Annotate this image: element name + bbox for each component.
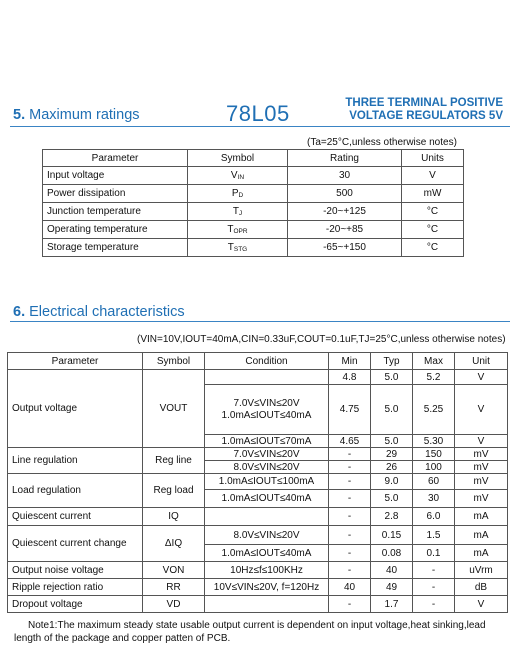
symbol-cell bbox=[188, 167, 288, 185]
unit-cell: mV bbox=[455, 490, 508, 508]
max-cell: 5.30 bbox=[413, 435, 455, 448]
electrical-header-row bbox=[8, 353, 508, 370]
symbol-cell bbox=[188, 221, 288, 239]
section-6-number: 6. bbox=[13, 304, 26, 320]
symbol-sub: STG bbox=[233, 246, 248, 253]
section-5-number: 5. bbox=[13, 107, 26, 123]
parameter-cell: Junction temperature bbox=[43, 203, 188, 221]
typ-cell: 5.0 bbox=[371, 385, 413, 435]
units-cell: °C bbox=[402, 221, 464, 239]
max-cell: - bbox=[413, 579, 455, 596]
symbol-sub: IN bbox=[237, 174, 245, 181]
condition-cell bbox=[205, 508, 329, 526]
unit-cell: mA bbox=[455, 526, 508, 545]
table-row bbox=[43, 203, 464, 221]
units-cell: mW bbox=[402, 185, 464, 203]
table-row bbox=[43, 185, 464, 203]
header-parameter: Parameter bbox=[8, 353, 143, 370]
condition-cell bbox=[205, 596, 329, 613]
table-row bbox=[8, 508, 508, 526]
parameter-cell: Power dissipation bbox=[43, 185, 188, 203]
min-cell: 40 bbox=[329, 579, 371, 596]
parameter-cell: Output voltage bbox=[8, 370, 143, 448]
typ-cell: 5.0 bbox=[371, 490, 413, 508]
max-cell: 30 bbox=[413, 490, 455, 508]
parameter-cell: Quiescent current bbox=[8, 508, 143, 526]
unit-cell: mV bbox=[455, 461, 508, 474]
min-cell: - bbox=[329, 448, 371, 461]
max-cell: 150 bbox=[413, 448, 455, 461]
table-row bbox=[8, 526, 508, 545]
table-row bbox=[8, 579, 508, 596]
min-cell: 4.65 bbox=[329, 435, 371, 448]
min-cell: 4.8 bbox=[329, 370, 371, 385]
section-6-label: Electrical characteristics bbox=[29, 304, 185, 320]
header-max: Max bbox=[413, 353, 455, 370]
table-row bbox=[8, 562, 508, 579]
header-parameter: Parameter bbox=[43, 150, 188, 167]
typ-cell: 5.0 bbox=[371, 435, 413, 448]
product-brand bbox=[283, 97, 503, 123]
unit-cell: V bbox=[455, 385, 508, 435]
parameter-cell: Quiescent current change bbox=[8, 526, 143, 562]
symbol-main: V bbox=[230, 170, 238, 181]
symbol-cell: VOUT bbox=[143, 370, 205, 448]
typ-cell: 2.8 bbox=[371, 508, 413, 526]
typ-cell: 0.08 bbox=[371, 545, 413, 562]
symbol-cell bbox=[188, 203, 288, 221]
header-typ: Typ bbox=[371, 353, 413, 370]
condition-cell: 1.0mA≤IOUT≤40mA bbox=[205, 490, 329, 508]
table-row bbox=[8, 448, 508, 461]
typ-cell: 9.0 bbox=[371, 474, 413, 490]
unit-cell: dB bbox=[455, 579, 508, 596]
table-row bbox=[43, 221, 464, 239]
condition-line-2: 1.0mA≤IOUT≤40mA bbox=[221, 409, 312, 421]
units-cell: °C bbox=[402, 203, 464, 221]
table-row bbox=[43, 167, 464, 185]
rating-cell: -65~+150 bbox=[288, 239, 402, 257]
parameter-cell: Operating temperature bbox=[43, 221, 188, 239]
units-cell: V bbox=[402, 167, 464, 185]
symbol-cell: Reg load bbox=[143, 474, 205, 508]
table-row bbox=[8, 474, 508, 490]
max-ratings-table bbox=[42, 149, 464, 257]
header-unit: Unit bbox=[455, 353, 508, 370]
electrical-table bbox=[7, 352, 508, 613]
header-min: Min bbox=[329, 353, 371, 370]
condition-cell: 1.0mA≤IOUT≤100mA bbox=[205, 474, 329, 490]
unit-cell: mA bbox=[455, 545, 508, 562]
min-cell: - bbox=[329, 562, 371, 579]
symbol-cell: VD bbox=[143, 596, 205, 613]
max-cell: 6.0 bbox=[413, 508, 455, 526]
unit-cell: V bbox=[455, 596, 508, 613]
unit-cell: mA bbox=[455, 508, 508, 526]
table-row bbox=[8, 596, 508, 613]
parameter-cell: Storage temperature bbox=[43, 239, 188, 257]
units-cell: °C bbox=[402, 239, 464, 257]
header-units: Units bbox=[402, 150, 464, 167]
max-ratings-header-row bbox=[43, 150, 464, 167]
parameter-cell: Load regulation bbox=[8, 474, 143, 508]
symbol-cell: ΔIQ bbox=[143, 526, 205, 562]
min-cell: - bbox=[329, 490, 371, 508]
header-symbol: Symbol bbox=[188, 150, 288, 167]
max-cell: 0.1 bbox=[413, 545, 455, 562]
symbol-cell: Reg line bbox=[143, 448, 205, 474]
max-cell: 5.25 bbox=[413, 385, 455, 435]
unit-cell: V bbox=[455, 370, 508, 385]
part-number: 78L05 bbox=[226, 101, 290, 126]
brand-line-2: VOLTAGE REGULATORS 5V bbox=[349, 110, 503, 122]
section-5-label: Maximum ratings bbox=[29, 107, 140, 123]
max-cell: 1.5 bbox=[413, 526, 455, 545]
parameter-cell: Ripple rejection ratio bbox=[8, 579, 143, 596]
section-5-title bbox=[13, 107, 140, 123]
rating-cell: 500 bbox=[288, 185, 402, 203]
table-row bbox=[43, 239, 464, 257]
condition-cell: 7.0V≤VIN≤20V bbox=[205, 448, 329, 461]
section-6-title bbox=[13, 304, 185, 320]
condition-cell: 10Hz≤f≤100KHz bbox=[205, 562, 329, 579]
condition-cell: 1.0mA≤IOUT≤40mA bbox=[205, 545, 329, 562]
parameter-cell: Line regulation bbox=[8, 448, 143, 474]
rating-cell: -20~+125 bbox=[288, 203, 402, 221]
table-row bbox=[8, 370, 508, 385]
unit-cell: uVrm bbox=[455, 562, 508, 579]
typ-cell: 5.0 bbox=[371, 370, 413, 385]
max-cell: 5.2 bbox=[413, 370, 455, 385]
min-cell: - bbox=[329, 508, 371, 526]
section-6-rule bbox=[10, 321, 510, 322]
symbol-main: T bbox=[227, 242, 234, 253]
header-rating: Rating bbox=[288, 150, 402, 167]
rating-cell: -20~+85 bbox=[288, 221, 402, 239]
parameter-cell: Dropout voltage bbox=[8, 596, 143, 613]
symbol-cell: RR bbox=[143, 579, 205, 596]
condition-cell: 10V≤VIN≤20V, f=120Hz bbox=[205, 579, 329, 596]
max-cell: 60 bbox=[413, 474, 455, 490]
parameter-cell: Output noise voltage bbox=[8, 562, 143, 579]
typ-cell: 40 bbox=[371, 562, 413, 579]
symbol-main: P bbox=[231, 188, 239, 199]
unit-cell: mV bbox=[455, 448, 508, 461]
typ-cell: 1.7 bbox=[371, 596, 413, 613]
max-cell: - bbox=[413, 596, 455, 613]
symbol-cell bbox=[188, 239, 288, 257]
symbol-cell: VON bbox=[143, 562, 205, 579]
min-cell: - bbox=[329, 596, 371, 613]
rating-cell: 30 bbox=[288, 167, 402, 185]
symbol-sub: J bbox=[238, 210, 243, 217]
min-cell: - bbox=[329, 545, 371, 562]
condition-cell bbox=[205, 370, 329, 385]
condition-cell: 8.0V≤VIN≤20V bbox=[205, 526, 329, 545]
typ-cell: 49 bbox=[371, 579, 413, 596]
symbol-sub: OPR bbox=[233, 228, 248, 235]
symbol-main: T bbox=[232, 206, 239, 217]
condition-line-1: 7.0V≤VIN≤20V bbox=[233, 397, 300, 409]
min-cell: 4.75 bbox=[329, 385, 371, 435]
unit-cell: mV bbox=[455, 474, 508, 490]
unit-cell: V bbox=[455, 435, 508, 448]
symbol-main: T bbox=[227, 224, 234, 235]
header-condition: Condition bbox=[205, 353, 329, 370]
section-5-rule bbox=[10, 126, 510, 127]
condition-cell: 1.0mA≤IOUT≤70mA bbox=[205, 435, 329, 448]
max-cell: 100 bbox=[413, 461, 455, 474]
condition-cell bbox=[205, 385, 329, 435]
min-cell: - bbox=[329, 474, 371, 490]
footnote: Note1:The maximum steady state usable output current is dependent on input voltage,heat sinking,lead length of the package and copper patten of PCB. bbox=[14, 620, 486, 644]
typ-cell: 26 bbox=[371, 461, 413, 474]
max-ratings-note: (Ta=25°C,unless otherwise notes) bbox=[307, 137, 457, 148]
min-cell: - bbox=[329, 461, 371, 474]
parameter-cell: Input voltage bbox=[43, 167, 188, 185]
symbol-cell bbox=[188, 185, 288, 203]
typ-cell: 29 bbox=[371, 448, 413, 461]
condition-cell: 8.0V≤VIN≤20V bbox=[205, 461, 329, 474]
symbol-cell: IQ bbox=[143, 508, 205, 526]
min-cell: - bbox=[329, 526, 371, 545]
typ-cell: 0.15 bbox=[371, 526, 413, 545]
brand-line-1: THREE TERMINAL POSITIVE bbox=[345, 97, 503, 109]
max-cell: - bbox=[413, 562, 455, 579]
header-symbol: Symbol bbox=[143, 353, 205, 370]
electrical-conditions: (VIN=10V,IOUT=40mA,CIN=0.33uF,COUT=0.1uF,TJ=25°C,unless otherwise notes) bbox=[137, 334, 506, 345]
symbol-sub: D bbox=[238, 192, 244, 199]
